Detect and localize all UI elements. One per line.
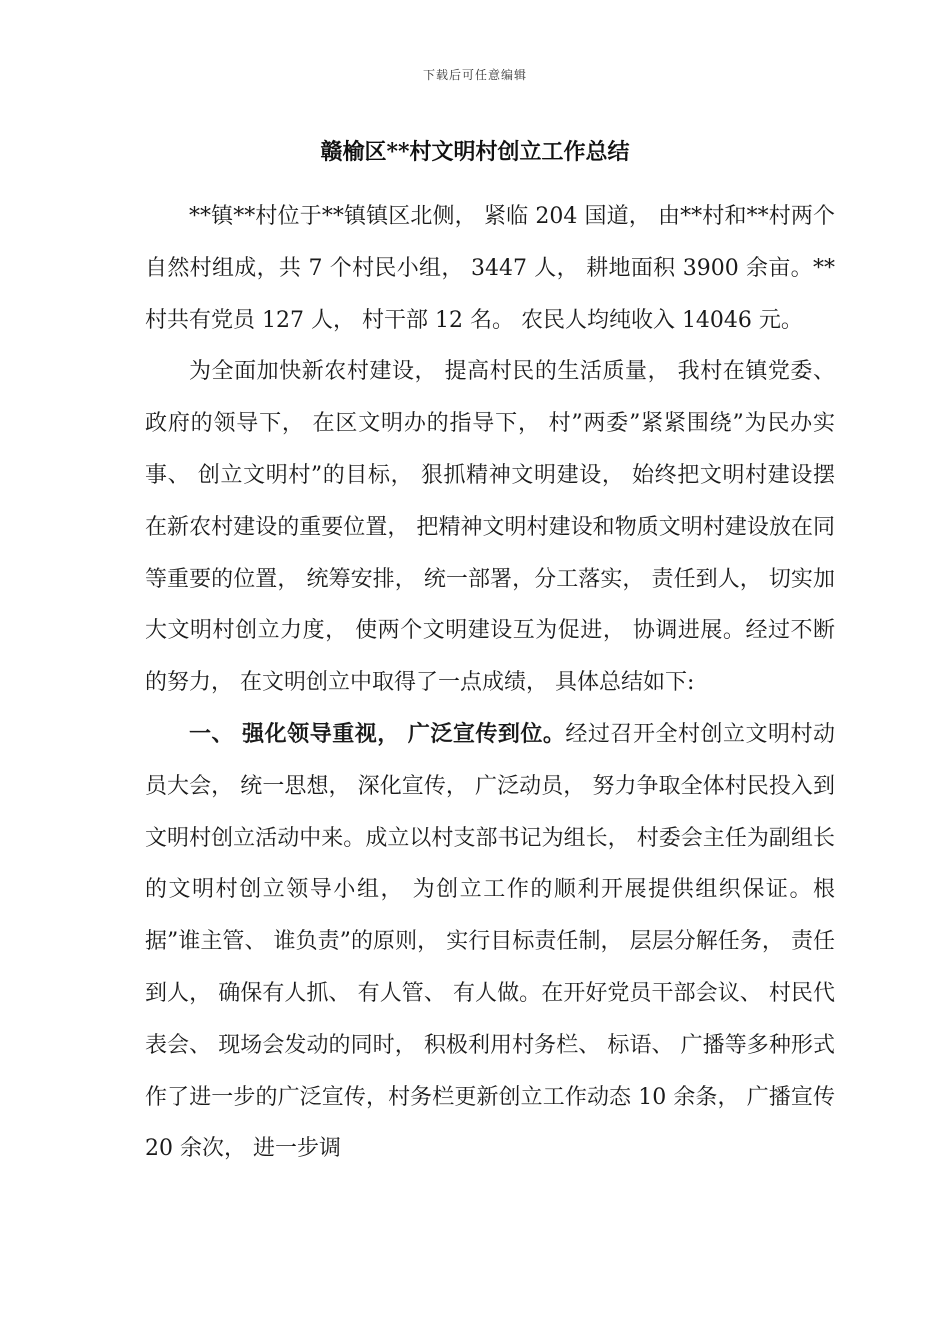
document-title: 赣榆区**村文明村创立工作总结 — [320, 139, 630, 165]
page-header-note: 下载后可任意编辑 — [422, 68, 527, 82]
paragraph-intro: **镇**村位于**镇镇区北侧， 紧临 204 国道， 由**村和**村两个自然村组成，共 7 个村民小组， 3447 人， 耕地面积 3900 余亩。**村共有党员 127 人， 村干部 12 名。 农民人均纯收入 14046 元。 — [145, 204, 835, 333]
paragraph-section-1 — [145, 709, 835, 1175]
section-1-heading: 一、 强化领导重视， 广泛宣传到位。 — [189, 721, 566, 747]
document-body — [145, 191, 835, 1175]
paragraph-overview: 为全面加快新农村建设， 提高村民的生活质量， 我村在镇党委、 政府的领导下， 在区文明办的指导下， 村”两委”紧紧围绕”为民办实事、 创立文明村”的目标， 狠抓精神文明建设， 始终把文明村建设摆在新农村建设的重要位置， 把精神文明村建设和物质文明村建设放在同等重要的位置， 统筹安排， 统一部署，分工落实， 责任到人， 切实加大文明村创立力度， 使两个文明建设互为促进， 协调进展。经过不断的努力， 在文明创立中取得了一点成绩， 具体总结如下: — [145, 359, 835, 696]
section-1-text: 经过召开全村创立文明村动员大会， 统一思想， 深化宣传， 广泛动员， 努力争取全体村民投入到文明村创立活动中来。成立以村支部书记为组长， 村委会主任为副组长的文明村创立领导小组， 为创立工作的顺利开展提供组织保证。根据”谁主管、 谁负责”的原则， 实行目标责任制， 层层分解任务， 责任到人， 确保有人抓、 有人管、 有人做。在开好党员干部会议、 村民代表会、 现场会发动的同时， 积极利用村务栏、 标语、 广播等多种形式作了进一步的广泛宣传，村务栏更新创立工作动态 10 余条， 广播宣传 20 余次， 进一步调 — [145, 721, 835, 1162]
